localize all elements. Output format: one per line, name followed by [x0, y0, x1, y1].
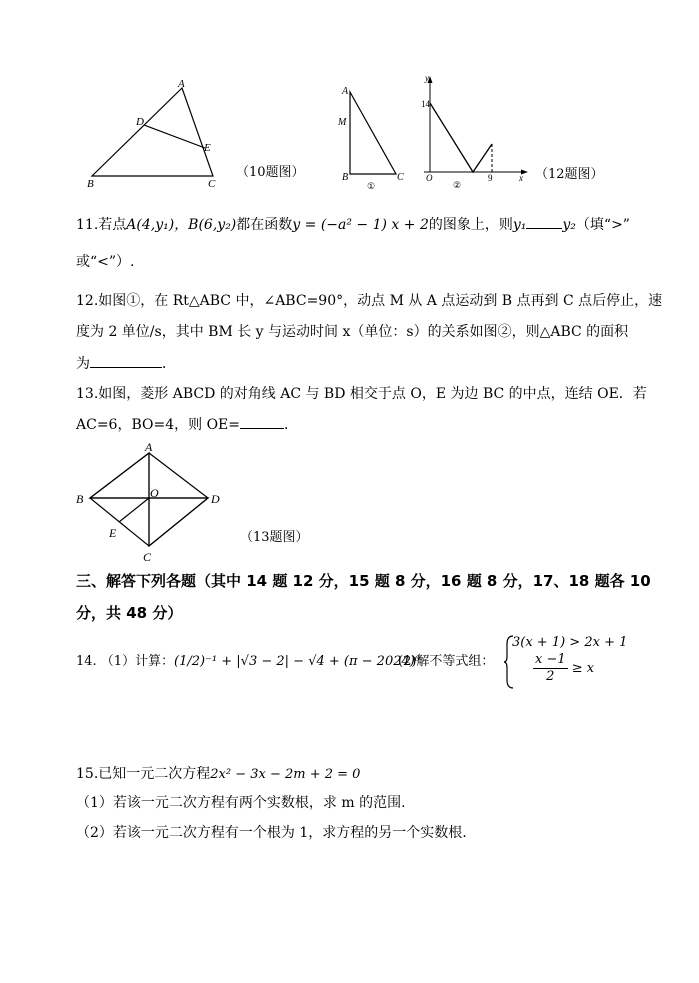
- q11-points: A(4,y₁)，B(6,y₂): [126, 217, 237, 233]
- fig10-label-B: B: [87, 178, 94, 190]
- q12-answer-blank[interactable]: [90, 353, 162, 368]
- fig12-label-9: 9: [488, 173, 493, 183]
- section-3-heading: 三、解答下列各题（其中 14 题 12 分，15 题 8 分，16 题 8 分，17、18 题各 10 分，共 48 分）: [76, 572, 651, 622]
- fig12-label-O: O: [426, 173, 433, 183]
- q14-part1-label: 14. （1）计算：: [76, 654, 175, 669]
- q11-line2: 或“<”）.: [76, 254, 135, 270]
- q13-line1: 13.如图，菱形 ABCD 的对角线 AC 与 BD 相交于点 O，E 为边 BC 的中点，连结 OE．若: [76, 386, 647, 402]
- q14-part2-label: (2)解不等式组：: [398, 654, 495, 669]
- fig10-label-D: D: [136, 116, 144, 128]
- fig13-label-C: C: [143, 550, 152, 564]
- fig12-label-C: C: [397, 172, 404, 183]
- fig13-label-O: O: [150, 486, 159, 500]
- q14-expression: (1/2)⁻¹ + |√3 − 2| − √4 + (π − 2024)⁰: [174, 654, 421, 669]
- q12-line1: 12.如图①，在 Rt△ABC 中，∠ABC=90°，动点 M 从 A 点运动到 B 点再到 C 点后停止，速: [76, 293, 663, 309]
- q11-answer-blank[interactable]: [526, 214, 562, 229]
- fig12-label-A: A: [342, 86, 349, 97]
- fig10-label-A: A: [178, 78, 185, 90]
- q14-inequality-1: 3(x + 1) > 2x + 1: [512, 635, 628, 650]
- q11-line1: 11.若点A(4,y₁)，B(6,y₂)都在函数y = (−a² − 1) x + 2的图象上，则y₁ y₂（填“>”: [76, 214, 630, 235]
- q15-line1: 15.已知一元二次方程2x² − 3x − 2m + 2 = 0: [76, 766, 361, 782]
- fig13-label-A: A: [145, 440, 153, 454]
- q15-sub2: （2）若该一元二次方程有一个根为 1，求方程的另一个实数根.: [76, 825, 467, 841]
- fig12-label-y: y: [425, 73, 429, 83]
- q12-line3: 为 ．: [76, 353, 176, 374]
- q15-sub1: （1）若该一元二次方程有两个实数根，求 m 的范围.: [76, 795, 406, 811]
- fig13-caption: （13题图）: [240, 530, 309, 545]
- fig12-label-B: B: [342, 172, 349, 183]
- figure-10: [80, 78, 240, 193]
- fig10-label-E: E: [204, 142, 211, 154]
- q13-line2: AC=6，BO=4，则 OE= ．: [76, 414, 298, 435]
- fig13-label-E: E: [109, 526, 117, 540]
- figure-12-triangle: [334, 80, 414, 192]
- fig13-label-D: D: [211, 492, 220, 506]
- fig12-label-x: x: [519, 173, 523, 183]
- q13-answer-blank[interactable]: [240, 414, 284, 429]
- fig13-label-B: B: [76, 492, 84, 506]
- figure-12-graph: [414, 72, 534, 194]
- fig12-label-num2: ②: [453, 180, 462, 190]
- figure-13: [72, 440, 232, 566]
- fig10-label-C: C: [208, 178, 216, 190]
- q14-inequality-2: $\frac{x -1}{2}$ ≥ x: [535, 652, 595, 684]
- q15-equation: 2x² − 3x − 2m + 2 = 0: [210, 767, 361, 782]
- fig12-label-num1: ①: [367, 181, 376, 191]
- fig12-label-14: 14: [421, 99, 430, 109]
- fig12-caption: （12题图）: [535, 167, 604, 182]
- q12-line2: 度为 2 单位/s，其中 BM 长 y 与运动时间 x（单位：s）的关系如图②，则△ABC 的面积: [76, 324, 629, 340]
- fig12-label-M: M: [338, 117, 347, 128]
- fig10-caption: （10题图）: [236, 165, 305, 180]
- q11-function: y = (−a² − 1) x + 2: [292, 217, 429, 233]
